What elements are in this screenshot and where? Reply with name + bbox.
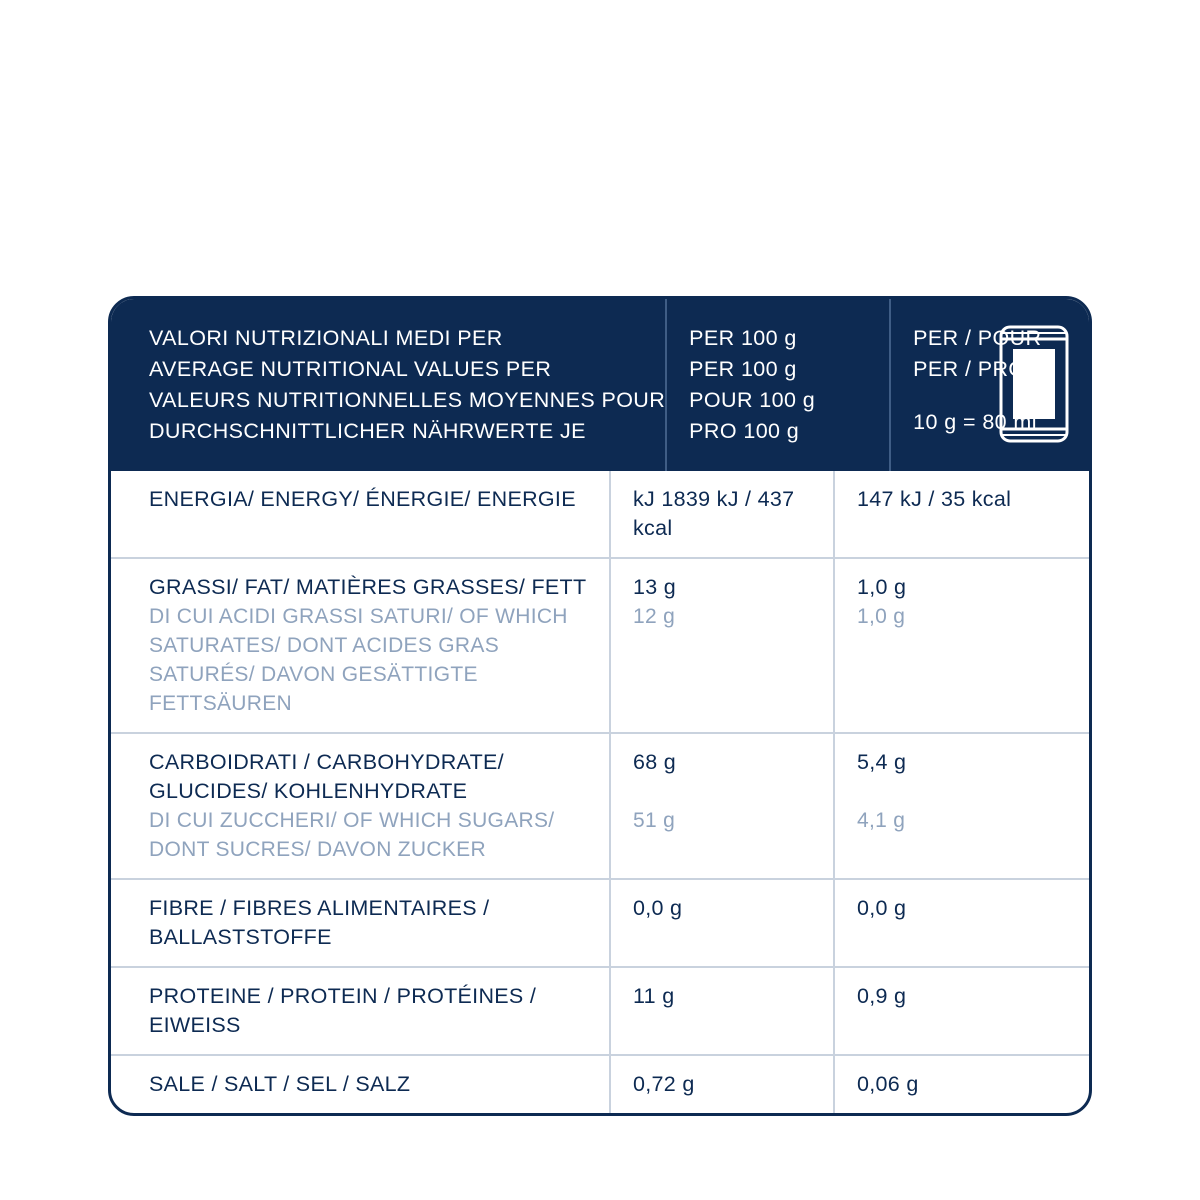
row-value-per100-fibre bbox=[609, 880, 833, 966]
row-label-fat bbox=[111, 559, 609, 732]
row-label-carbohydrate bbox=[111, 734, 609, 878]
nutrient-value: 1,0 g bbox=[857, 575, 907, 599]
header-per100g-column bbox=[665, 299, 889, 471]
nutrient-subvalue: 1,0 g bbox=[857, 605, 906, 628]
row-value-portion-fat bbox=[833, 559, 1089, 732]
nutrition-table-panel bbox=[108, 296, 1092, 1116]
nutrient-value: 0,0 g bbox=[857, 896, 907, 920]
table-row bbox=[111, 1056, 1089, 1113]
table-row bbox=[111, 968, 1089, 1056]
header-portion-size: 10 g = 80 ml bbox=[913, 410, 1037, 434]
nutrient-subname: DI CUI ACIDI GRASSI SATURI/ OF WHICH SATURATES/ DONT ACIDES GRAS SATURÉS/ DAVON GESÄTTIGTE FETTSÄUREN bbox=[149, 605, 568, 715]
nutrient-name: FIBRE / FIBRES ALIMENTAIRES / BALLASTSTOFFE bbox=[149, 896, 490, 949]
nutrient-value: 0,06 g bbox=[857, 1072, 919, 1096]
header-portion-line-2: PER / PRO bbox=[913, 357, 1026, 381]
table-header bbox=[111, 299, 1089, 471]
row-label-protein bbox=[111, 968, 609, 1054]
row-value-per100-salt bbox=[609, 1056, 833, 1113]
nutrient-name: CARBOIDRATI / CARBOHYDRATE/ GLUCIDES/ KOHLENHYDRATE bbox=[149, 750, 504, 803]
table-row bbox=[111, 880, 1089, 968]
header-per100-line-en: PER 100 g bbox=[689, 357, 797, 381]
table-row bbox=[111, 734, 1089, 880]
row-value-portion-fibre bbox=[833, 880, 1089, 966]
row-value-per100-protein bbox=[609, 968, 833, 1054]
nutrient-subvalue: 51 g bbox=[633, 809, 676, 832]
header-label-line-en: AVERAGE NUTRITIONAL VALUES PER bbox=[149, 357, 552, 381]
nutrient-name: ENERGIA/ ENERGY/ ÉNERGIE/ ENERGIE bbox=[149, 487, 576, 511]
nutrient-name: SALE / SALT / SEL / SALZ bbox=[149, 1072, 411, 1096]
nutrient-value: 68 g bbox=[633, 750, 677, 774]
header-per100-line-it: PER 100 g bbox=[689, 326, 797, 350]
row-value-portion-energy bbox=[833, 471, 1089, 557]
row-value-portion-carbohydrate bbox=[833, 734, 1089, 878]
nutrient-subname: DI CUI ZUCCHERI/ OF WHICH SUGARS/ DONT SUCRES/ DAVON ZUCKER bbox=[149, 809, 555, 861]
table-row bbox=[111, 559, 1089, 734]
nutrient-value: 0,72 g bbox=[633, 1072, 695, 1096]
nutrient-value: kJ 1839 kJ / 437 kcal bbox=[633, 487, 795, 540]
header-label-column bbox=[111, 299, 665, 471]
table-row bbox=[111, 471, 1089, 559]
header-label-line-fr: VALEURS NUTRITIONNELLES MOYENNES POUR bbox=[149, 388, 666, 412]
row-value-per100-carbohydrate bbox=[609, 734, 833, 878]
nutrient-value: 0,0 g bbox=[633, 896, 683, 920]
header-portion-column bbox=[889, 299, 1089, 471]
nutrient-subvalue: 4,1 g bbox=[857, 809, 906, 832]
header-label-line-it: VALORI NUTRIZIONALI MEDI PER bbox=[149, 326, 503, 350]
nutrient-value: 0,9 g bbox=[857, 984, 907, 1008]
row-value-portion-protein bbox=[833, 968, 1089, 1054]
row-value-per100-fat bbox=[609, 559, 833, 732]
row-label-fibre bbox=[111, 880, 609, 966]
nutrient-value: 5,4 g bbox=[857, 750, 907, 774]
nutrient-name: GRASSI/ FAT/ MATIÈRES GRASSES/ FETT bbox=[149, 575, 587, 599]
nutrient-value: 13 g bbox=[633, 575, 677, 599]
header-label-line-de: DURCHSCHNITTLICHER NÄHRWERTE JE bbox=[149, 419, 586, 443]
header-portion-line-1: PER / POUR bbox=[913, 326, 1042, 350]
value-spacer bbox=[633, 777, 823, 806]
row-value-per100-energy bbox=[609, 471, 833, 557]
row-label-energy bbox=[111, 471, 609, 557]
row-label-salt bbox=[111, 1056, 609, 1113]
nutrient-value: 11 g bbox=[633, 984, 675, 1008]
header-per100-line-fr: POUR 100 g bbox=[689, 388, 816, 412]
value-spacer bbox=[857, 777, 1079, 806]
table-body bbox=[111, 471, 1089, 1113]
nutrient-value: 147 kJ / 35 kcal bbox=[857, 487, 1012, 511]
row-value-portion-salt bbox=[833, 1056, 1089, 1113]
nutrient-subvalue: 12 g bbox=[633, 605, 676, 628]
header-per100-line-de: PRO 100 g bbox=[689, 419, 800, 443]
nutrient-name: PROTEINE / PROTEIN / PROTÉINES / EIWEISS bbox=[149, 984, 537, 1037]
